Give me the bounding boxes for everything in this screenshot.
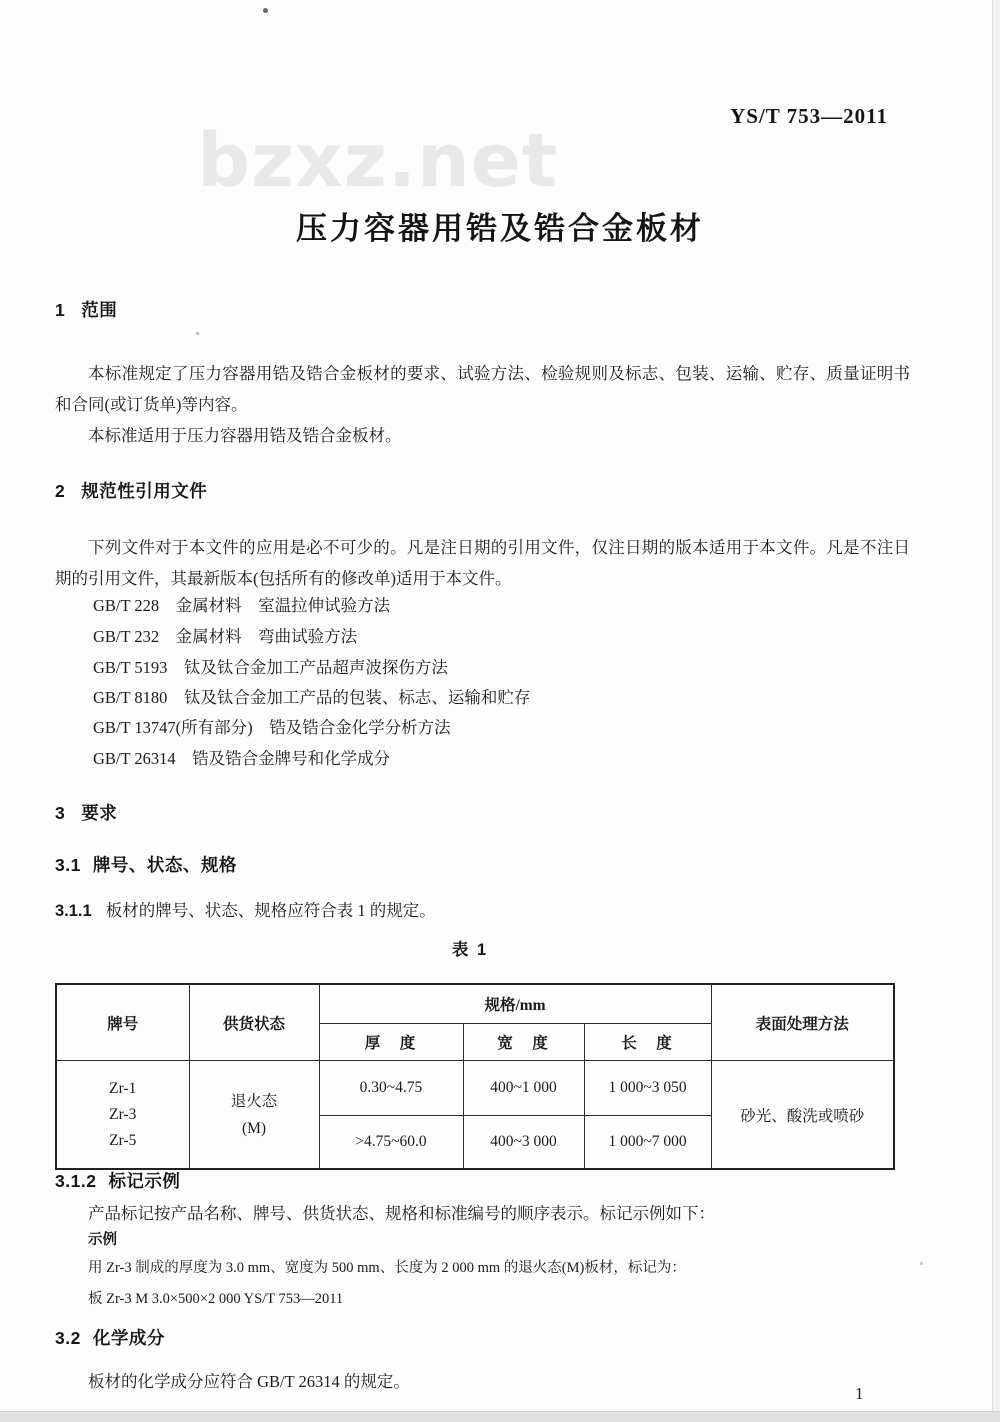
section-3-heading [55,800,117,825]
scan-edge-bottom [0,1411,1000,1422]
width-value: 400~1 000 [463,1061,584,1116]
section-number: 1 [55,300,66,320]
section-title: 化学成分 [92,1328,165,1348]
watermark-text: bzxz.net [197,118,559,204]
length-value: 1 000~7 000 [584,1116,711,1170]
scope-paragraph-1: 本标准规定了压力容器用锆及锆合金板材的要求、试验方法、检验规则及标志、包装、运输、贮存、质量证明书和合同(或订货单)等内容。 [55,364,910,414]
marking-intro: 产品标记按产品名称、牌号、供货状态、规格和标准编号的顺序表示。标记示例如下： [88,1204,715,1223]
reference-item: GB/T 26314 锆及锆合金牌号和化学成分 [93,749,391,768]
thickness-value: 0.30~4.75 [319,1061,463,1116]
supply-state-cell [189,1061,319,1170]
reference-item: GB/T 228 金属材料 室温拉伸试验方法 [93,596,391,615]
clause-text: 板材的牌号、状态、规格应符合表 1 的规定。 [105,901,436,920]
scope-paragraph-2: 本标准适用于压力容器用锆及锆合金板材。 [88,426,402,445]
section-number: 3.2 [55,1328,81,1348]
section-3-1-heading [55,852,237,877]
col-header-thickness: 厚 度 [319,1024,463,1061]
marking-example: 板 Zr-3 M 3.0×500×2 000 YS/T 753—2011 [88,1291,344,1307]
section-title: 范围 [81,300,118,320]
col-header-width: 宽 度 [463,1024,584,1061]
section-3-1-2-heading [55,1168,180,1193]
col-header-surface: 表面处理方法 [711,984,894,1061]
section-number: 2 [55,481,66,501]
section-title: 要求 [81,803,118,823]
section-number: 3 [55,803,66,823]
scan-speck [920,1262,923,1265]
clause-number: 3.1.2 [55,1171,97,1191]
col-header-length: 长 度 [584,1024,711,1061]
example-text: 用 Zr-3 制成的厚度为 3.0 mm、宽度为 500 mm、长度为 2 000 mm 的退火态(M)板材，标记为： [88,1260,686,1276]
section-number: 3.1 [55,855,81,875]
section-title: 规范性引用文件 [81,481,208,501]
supply-state-value: (M) [241,1119,267,1137]
reference-item: GB/T 5193 钛及钛合金加工产品超声波探伤方法 [93,658,448,677]
clause-3-1-1 [55,897,910,921]
scan-speck [196,332,199,335]
page-number: 1 [855,1384,864,1403]
table-1 [55,983,895,1170]
section-1-heading [55,297,117,322]
col-header-spec-group: 规格/mm [319,984,711,1024]
document-title: 压力容器用锆及锆合金板材 [296,211,704,246]
col-header-supply-state: 供货状态 [189,984,319,1061]
thickness-value: >4.75~60.0 [319,1116,463,1170]
clause-title: 标记示例 [108,1171,181,1191]
surface-treatment-cell: 砂光、酸洗或喷砂 [711,1061,894,1170]
clause-number: 3.1.1 [55,902,92,920]
col-header-grade: 牌号 [56,984,189,1061]
supply-state-value: 退火态 [230,1092,278,1110]
table-row [56,1061,894,1116]
section-2-heading [55,478,207,503]
table-1-caption: 表 1 [451,941,489,959]
reference-item: GB/T 232 金属材料 弯曲试验方法 [93,627,358,646]
example-label: 示例 [88,1232,117,1248]
section-3-2-heading [55,1325,165,1350]
reference-item: GB/T 13747(所有部分) 锆及锆合金化学分析方法 [93,718,451,737]
grade-value: Zr-3 [109,1105,137,1123]
width-value: 400~3 000 [463,1116,584,1170]
scan-speck [263,8,268,13]
grade-cell [56,1061,189,1170]
reference-item: GB/T 8180 钛及钛合金加工产品的包装、标志、运输和贮存 [93,688,531,707]
section-title: 牌号、状态、规格 [92,855,237,875]
normative-refs-intro: 下列文件对于本文件的应用是必不可少的。凡是注日期的引用文件，仅注日期的版本适用于本文件。凡是不注日期的引用文件，其最新版本(包括所有的修改单)适用于本文件。 [55,538,910,588]
standard-code: YS/T 753—2011 [730,104,888,128]
length-value: 1 000~3 050 [584,1061,711,1116]
grade-value: Zr-1 [109,1079,137,1097]
chemical-composition-paragraph: 板材的化学成分应符合 GB/T 26314 的规定。 [88,1372,410,1391]
grade-value: Zr-5 [109,1131,137,1149]
